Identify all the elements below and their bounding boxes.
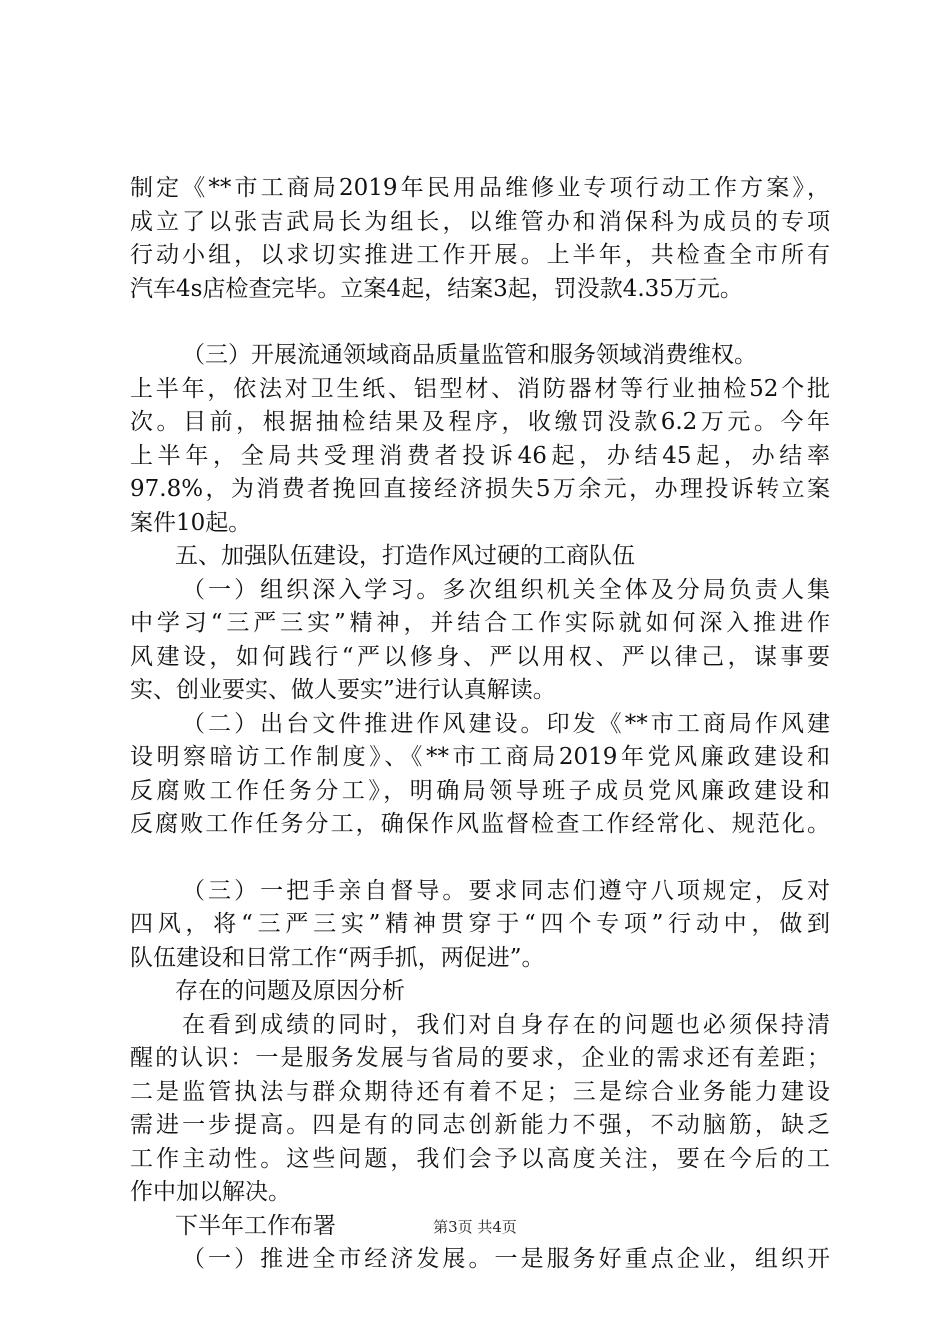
text-line: （一）组织深入学习。多次组织机关全体及分局负责人集	[182, 576, 830, 603]
text-line: 行动小组，以求切实推进工作开展。上半年，共检查全市所有	[130, 242, 830, 268]
text-line: 队伍建设和日常工作“两手抓，两促进”。	[130, 944, 545, 971]
text-line: 工作主动性。这些问题，我们会予以高度关注，要在今后的工	[130, 1145, 830, 1172]
text-line: （一）推进全市经济发展。一是服务好重点企业，组织开	[182, 1246, 830, 1272]
text-line: 需进一步提高。四是有的同志创新能力不强，不动脑筋，缺乏	[130, 1112, 830, 1138]
text-line: 反腐败工作任务分工，确保作风监督检查工作经常化、规范化。	[130, 811, 830, 837]
text-line: 97.8%，为消费者挽回直接经济损失5万余元，办理投诉转立案	[130, 476, 830, 502]
text-line: 四风，将“三严三实”精神贯穿于“四个专项”行动中，做到	[130, 911, 830, 937]
document-body	[130, 172, 830, 1277]
text-line: 汽车4s店检查完毕。立案4起，结案3起，罚没款4.35万元。	[130, 275, 743, 302]
text-line: （三）一把手亲自督导。要求同志们遵守八项规定，反对	[182, 877, 830, 904]
text-line: 设明察暗访工作制度》、《**市工商局2019年党风廉政建设和	[130, 744, 830, 770]
text-line: （二）出台文件推进作风建设。印发《**市工商局作风建	[182, 710, 830, 737]
section-heading: 存在的问题及原因分析	[175, 978, 405, 1004]
section-heading: 五、加强队伍建设，打造作风过硬的工商队伍	[175, 543, 635, 569]
text-line: 实、创业要实、做人要实”进行认真解读。	[130, 677, 556, 703]
text-line: 醒的认识：一是服务发展与省局的要求，企业的需求还有差距；	[130, 1045, 830, 1071]
paragraph-gap	[130, 842, 830, 875]
text-line: 中学习“三严三实”精神，并结合工作实际就如何深入推进作	[130, 610, 830, 636]
page-number-footer: 第3页 共4页	[433, 1218, 517, 1236]
paragraph-gap	[130, 306, 830, 339]
section-heading: 下半年工作布署	[175, 1212, 336, 1239]
text-line: 成立了以张吉武局长为组长，以维管办和消保科为成员的专项	[130, 208, 830, 235]
text-line: 上半年，全局共受理消费者投诉46起，办结45起，办结率	[130, 442, 830, 469]
text-line: 反腐败工作任务分工》，明确局领导班子成员党风廉政建设和	[130, 777, 830, 804]
text-line: 次。目前，根据抽检结果及程序，收缴罚没款6.2万元。今年	[130, 409, 830, 435]
text-line: 二是监管执法与群众期待还有着不足；三是综合业务能力建设	[130, 1078, 830, 1105]
text-line: 上半年，依法对卫生纸、铝型材、消防器材等行业抽检52个批	[130, 375, 830, 402]
text-line: 作中加以解决。	[130, 1179, 291, 1205]
text-line: 风建设，如何践行“严以修身、严以用权、严以律己，谋事要	[130, 643, 830, 670]
text-line: 制定《**市工商局2019年民用品维修业专项行动工作方案》，	[130, 175, 830, 201]
text-line: 案件10起。	[130, 509, 252, 536]
text-line: （三）开展流通领域商品质量监管和服务领域消费维权。	[182, 342, 757, 368]
text-line: 在看到成绩的同时，我们对自身存在的问题也必须保持清	[182, 1011, 830, 1038]
